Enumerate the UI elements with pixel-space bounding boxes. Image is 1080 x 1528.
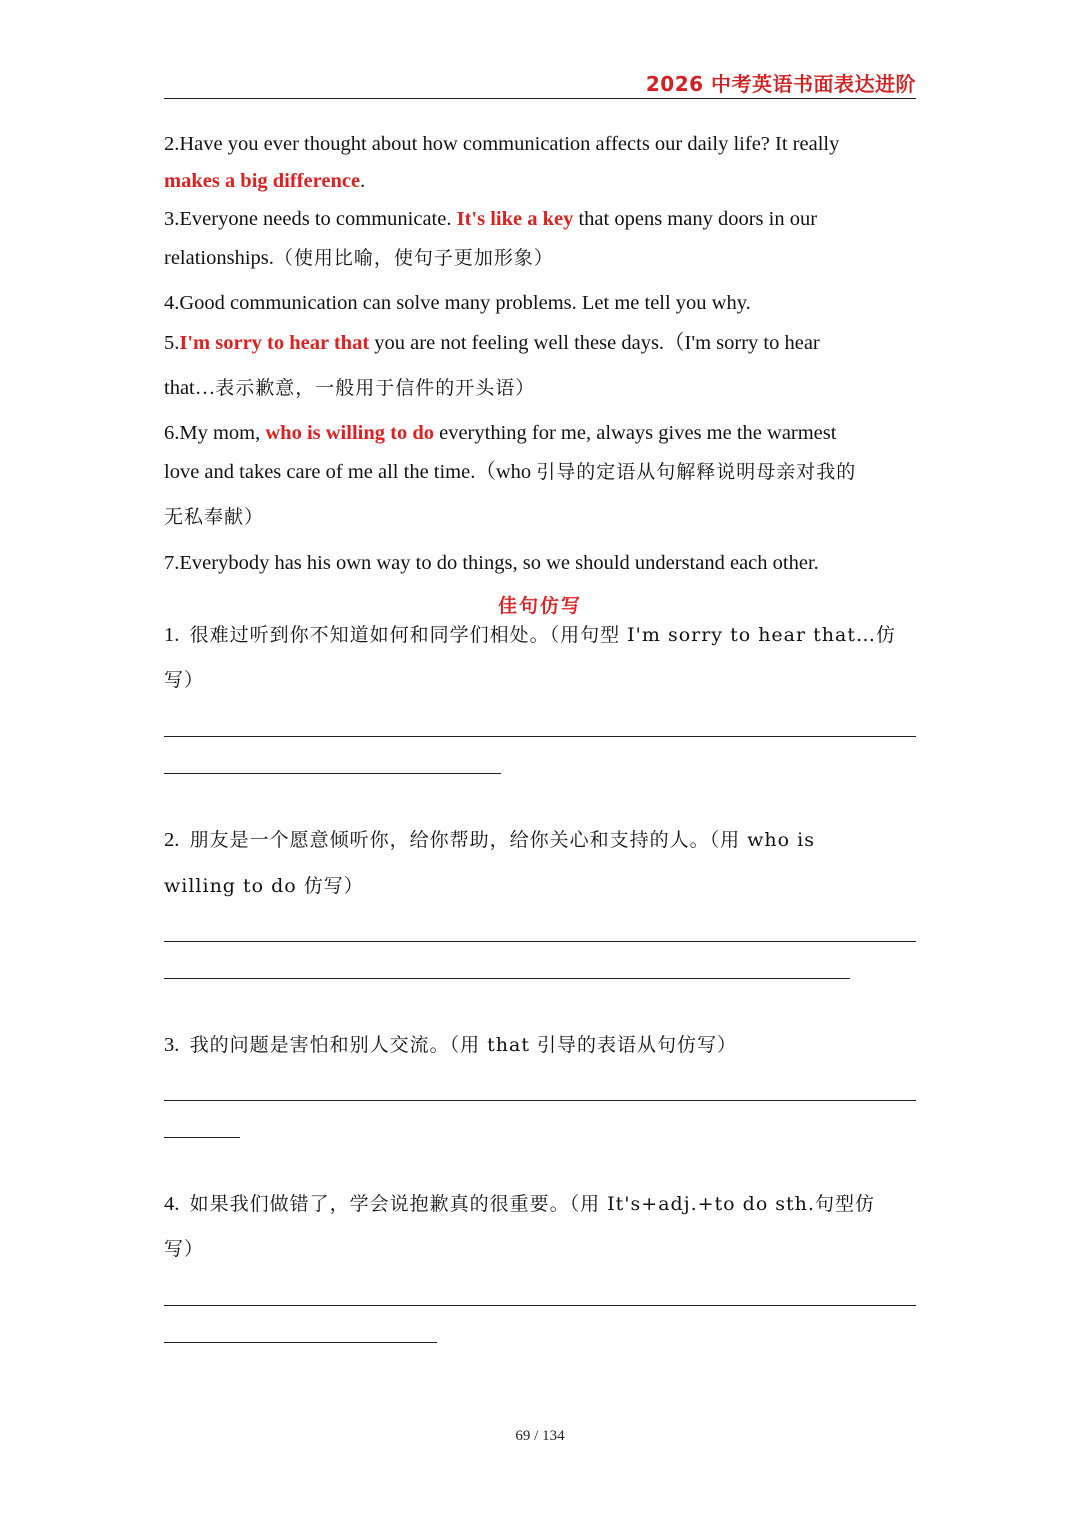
highlight-phrase: It's like a key — [456, 208, 574, 230]
sentence-2-line-2: makes a big difference. — [164, 170, 366, 192]
answer-blank[interactable] — [164, 773, 501, 774]
sentence-5-line-2: that…表示歉意，一般用于信件的开头语） — [164, 377, 536, 399]
sentence-2-line-1: 2.Have you ever thought about how communication affects our daily life? It really — [164, 133, 840, 155]
header-divider — [164, 98, 916, 99]
header-title: 2026 中考英语书面表达进阶 — [645, 72, 916, 96]
answer-blank[interactable] — [164, 1100, 916, 1101]
answer-blank[interactable] — [164, 978, 850, 979]
highlight-phrase: who is willing to do — [265, 422, 434, 444]
sentence-6-line-2: love and takes care of me all the time.（who 引导的定语从句解释说明母亲对我的 — [164, 461, 857, 483]
answer-blank[interactable] — [164, 1305, 916, 1306]
sentence-3-line-2: relationships.（使用比喻，使句子更加形象） — [164, 247, 554, 269]
exercise-4-prompt: 4. 如果我们做错了，学会说抱歉真的很重要。（用 It's+adj.+to do sth.句型仿 — [164, 1193, 875, 1215]
highlight-phrase: makes a big difference — [164, 170, 361, 192]
answer-blank[interactable] — [164, 736, 916, 737]
exercise-1-prompt: 1. 很难过听到你不知道如何和同学们相处。（用句型 I'm sorry to hear that…仿 — [164, 624, 896, 646]
highlight-phrase: I'm sorry to hear that — [179, 332, 370, 354]
exercise-1-prompt-cont: 写） — [164, 669, 205, 691]
sentence-3-line-1: 3.Everyone needs to communicate. It's like a key that opens many doors in our — [164, 208, 818, 230]
sentence-4-line-1: 4.Good communication can solve many problems. Let me tell you why. — [164, 292, 751, 314]
sentence-6-line-1: 6.My mom, who is willing to do everything for me, always gives me the warmest — [164, 422, 837, 444]
sentence-5-line-1: 5.I'm sorry to hear that you are not feeling well these days.（I'm sorry to hear — [164, 332, 820, 354]
answer-blank[interactable] — [164, 1137, 240, 1138]
exercise-2-prompt: 2. 朋友是一个愿意倾听你，给你帮助，给你关心和支持的人。（用 who is — [164, 829, 815, 851]
exercise-4-prompt-cont: 写） — [164, 1238, 205, 1260]
section-title: 佳句仿写 — [497, 595, 582, 617]
page-number: 69 / 134 — [515, 1428, 565, 1444]
sentence-6-line-3: 无私奉献） — [164, 506, 265, 528]
answer-blank[interactable] — [164, 941, 916, 942]
exercise-3-prompt: 3. 我的问题是害怕和别人交流。（用 that 引导的表语从句仿写） — [164, 1034, 738, 1056]
sentence-7-line-1: 7.Everybody has his own way to do things, so we should understand each other. — [164, 552, 819, 574]
answer-blank[interactable] — [164, 1342, 437, 1343]
exercise-2-prompt-cont: willing to do 仿写） — [164, 875, 364, 897]
